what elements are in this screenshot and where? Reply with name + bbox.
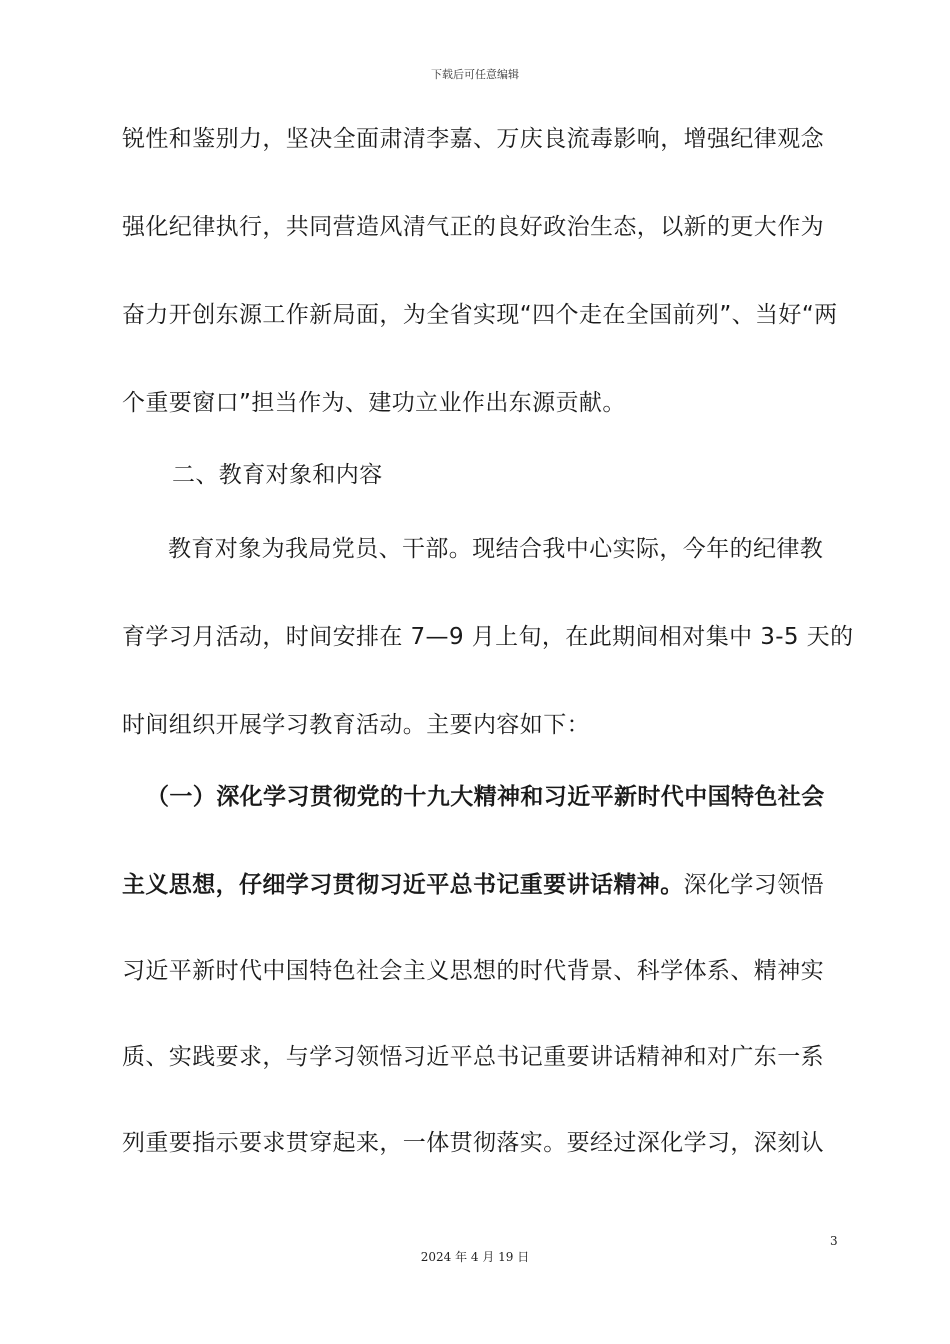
page-footer-date: 2024 年 4 月 19 日 [420,1250,530,1264]
body-line: 强化纪律执行，共同营造风清气正的良好政治生态，以新的更大作为 [122,214,824,240]
subsection-heading-continued: 主义思想，仔细学习贯彻习近平总书记重要讲话精神。 [122,872,684,898]
body-line: 锐性和鉴别力，坚决全面肃清李嘉、万庆良流毒影响，增强纪律观念 [122,126,824,152]
body-line: 质、实践要求，与学习领悟习近平总书记重要讲话精神和对广东一系 [122,1044,824,1070]
subsection-heading: （一）深化学习贯彻党的十九大精神和习近平新时代中国特色社会 [146,784,825,810]
body-line: 个重要窗口”担当作为、建功立业作出东源贡献。 [122,390,626,416]
body-text: 深化学习领悟 [683,872,825,898]
body-line: 习近平新时代中国特色社会主义思想的时代背景、科学体系、精神实 [122,958,824,984]
mixed-line [122,870,824,900]
body-line: 时间组织开展学习教育活动。主要内容如下： [122,712,590,738]
body-line: 育学习月活动，时间安排在 7—9 月上旬，在此期间相对集中 3-5 天的 [122,624,854,650]
page-header: 下载后可任意编辑 [431,68,519,81]
body-line: 列重要指示要求贯穿起来，一体贯彻落实。要经过深化学习，深刻认 [122,1130,824,1156]
body-line: 奋力开创东源工作新局面，为全省实现“四个走在全国前列”、当好“两 [122,302,838,328]
page-number: 3 [830,1234,838,1248]
body-line: 教育对象为我局党员、干部。现结合我中心实际，今年的纪律教 [168,536,824,562]
section-heading: 二、教育对象和内容 [172,462,383,488]
